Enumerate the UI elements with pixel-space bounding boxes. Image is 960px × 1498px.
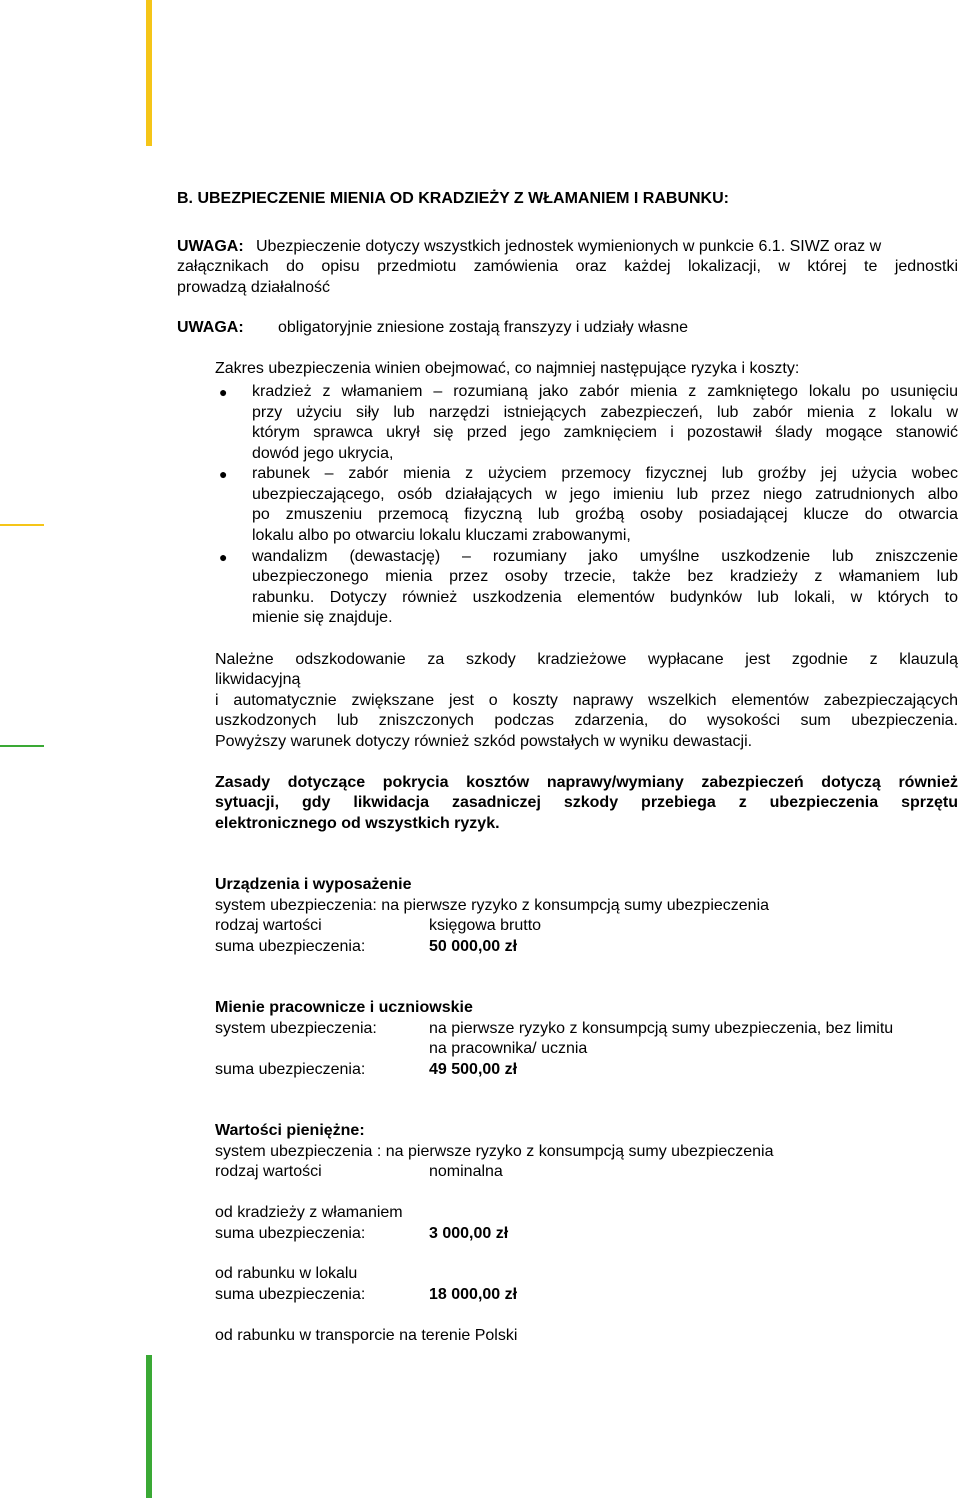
employee-property-system-line1: na pierwsze ryzyko z konsumpcją sumy ubezpieczenia, bez limitu: [429, 1020, 894, 1037]
bullet1-line1: kradzież z włamaniem – rozumianą jako zabór mienia z zamkniętego lokalu po usunięciu: [252, 383, 958, 400]
note2-text: obligatoryjnie zniesione zostają franszyzy i udziały własne: [278, 319, 688, 336]
employee-property-sum-label: suma ubezpieczenia:: [215, 1061, 366, 1078]
bullet1-line2: przy użyciu siły lub narzędzi istniejących zabezpieczeń, lub zabór mienia z lokalu w: [252, 404, 958, 421]
scope-intro: Zakres ubezpieczenia winien obejmować, co najmniej następujące ryzyka i koszty:: [215, 360, 800, 377]
cash-robbery-sum-label: suma ubezpieczenia:: [215, 1286, 366, 1303]
principles-line2: sytuacji, gdy likwidacja zasadniczej szkody przebiega z ubezpieczenia sprzętu: [215, 794, 958, 811]
bullet1-line4: dowód jego ukrycia,: [252, 445, 394, 462]
yellow-margin-mark: [0, 524, 44, 526]
cash-robbery-sum: 18 000,00 zł: [429, 1286, 518, 1303]
bullet1-line3: którym sprawca ukrył się przed jego zamknięciem i pozostawił ślady mogące stanowić: [252, 424, 958, 441]
note1-label: UWAGA:: [177, 238, 244, 255]
bullet3-line2: ubezpieczonego mienia przez osoby trzecie, także bez kradzieży z włamaniem lub: [252, 568, 958, 585]
equipment-system-line: system ubezpieczenia: na pierwsze ryzyko z konsumpcją sumy ubezpieczenia: [215, 897, 770, 914]
green-margin-mark: [0, 745, 44, 747]
equipment-heading: Urządzenia i wyposażenie: [215, 876, 412, 893]
compensation-line4: uszkodzonych lub zniszczonych podczas zdarzenia, do wysokości sum ubezpieczenia.: [215, 712, 958, 729]
cash-burglary-sum-label: suma ubezpieczenia:: [215, 1225, 366, 1242]
bullet3-line1: wandalizm (dewastację) – rozumiany jako umyślne uszkodzenie lub zniszczenie: [252, 548, 958, 565]
bullet-dot: ●: [219, 384, 228, 400]
bullet2-line4: lokalu albo po otwarciu lokalu kluczami zrabowanymi,: [252, 527, 631, 544]
cash-transport-label: od rabunku w transporcie na terenie Polski: [215, 1327, 518, 1344]
bullet2-line3: po zmuszeniu przemocą fizyczną lub groźbą osoby posiadającej klucze do otwarcia: [252, 506, 958, 523]
equipment-sum: 50 000,00 zł: [429, 938, 518, 955]
bullet3-line3: rabunku. Dotyczy również uszkodzenia elementów budynków lub lokali, w których to: [252, 589, 958, 606]
cash-value-type-label: rodzaj wartości: [215, 1163, 322, 1180]
yellow-accent-bar: [146, 0, 152, 146]
note1-line1: Ubezpieczenie dotyczy wszystkich jednostek wymienionych w punkcie 6.1. SIWZ oraz w: [256, 238, 882, 255]
equipment-value-type: księgowa brutto: [429, 917, 542, 934]
section-title: B. UBEZPIECZENIE MIENIA OD KRADZIEŻY Z WŁAMANIEM I RABUNKU:: [177, 190, 729, 207]
compensation-line3: i automatycznie zwiększane jest o koszty naprawy wszelkich elementów zabezpieczających: [215, 692, 958, 709]
compensation-line1: Należne odszkodowanie za szkody kradzieżowe wypłacane jest zgodnie z klauzulą: [215, 651, 958, 668]
note1-line3: prowadzą działalność: [177, 279, 330, 296]
cash-heading: Wartości pieniężne:: [215, 1122, 365, 1139]
principles-line1: Zasady dotyczące pokrycia kosztów naprawy/wymiany zabezpieczeń dotyczą również: [215, 774, 958, 791]
green-accent-bar: [146, 1355, 152, 1498]
bullet-dot: ●: [219, 549, 228, 565]
employee-property-heading: Mienie pracownicze i uczniowskie: [215, 999, 473, 1016]
note2-label: UWAGA:: [177, 319, 244, 336]
cash-burglary-sum: 3 000,00 zł: [429, 1225, 509, 1242]
employee-property-system-line2: na pracownika/ ucznia: [429, 1040, 588, 1057]
compensation-line2: likwidacyjną: [215, 671, 301, 688]
cash-system-line: system ubezpieczenia : na pierwsze ryzyko z konsumpcją sumy ubezpieczenia: [215, 1143, 774, 1160]
note1-line2: załącznikach do opisu przedmiotu zamówienia oraz każdej lokalizacji, w której te jednostki: [177, 258, 958, 275]
cash-value-type: nominalna: [429, 1163, 503, 1180]
cash-burglary-label: od kradzieży z włamaniem: [215, 1204, 403, 1221]
employee-property-system-label: system ubezpieczenia:: [215, 1020, 377, 1037]
bullet2-line2: ubezpieczającego, osób działających w jego imieniu lub przez niego zatrudnionych albo: [252, 486, 958, 503]
cash-robbery-label: od rabunku w lokalu: [215, 1265, 358, 1282]
bullet-dot: ●: [219, 466, 228, 482]
bullet2-line1: rabunek – zabór mienia z użyciem przemocy fizycznej lub groźby jej użycia wobec: [252, 465, 958, 482]
bullet3-line4: mienie się znajduje.: [252, 609, 393, 626]
compensation-line5: Powyższy warunek dotyczy również szkód powstałych w wyniku dewastacji.: [215, 733, 753, 750]
equipment-sum-label: suma ubezpieczenia:: [215, 938, 366, 955]
equipment-value-type-label: rodzaj wartości: [215, 917, 322, 934]
principles-line3: elektronicznego od wszystkich ryzyk.: [215, 815, 500, 832]
employee-property-sum: 49 500,00 zł: [429, 1061, 518, 1078]
